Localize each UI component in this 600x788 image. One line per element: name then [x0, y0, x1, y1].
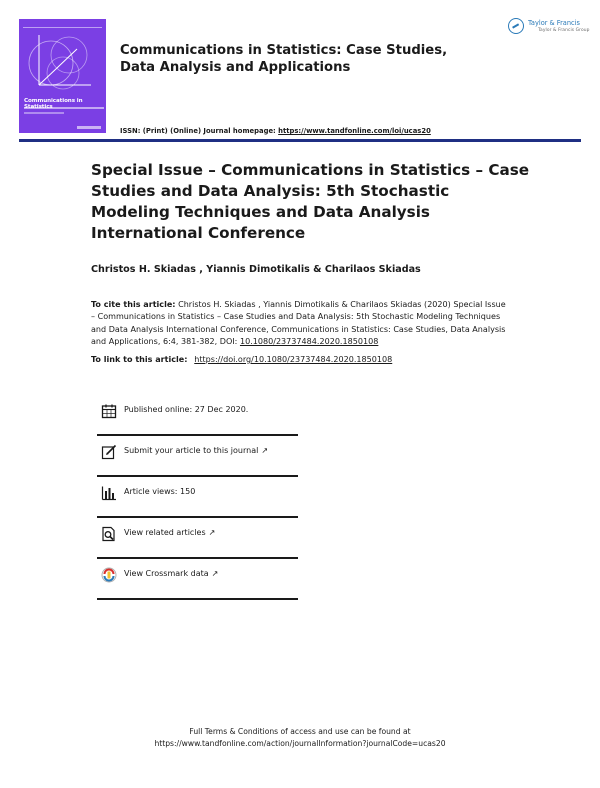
- article-link-block: [91, 355, 392, 364]
- crossmark-icon: [101, 567, 117, 583]
- external-link-icon: ↗: [208, 528, 216, 537]
- publisher-logo-icon: [508, 18, 524, 34]
- related-articles-row[interactable]: [97, 522, 298, 556]
- citation-block: [91, 299, 511, 348]
- footer-terms-link[interactable]: https://www.tandfonline.com/action/journalInformation?journalCode=ucas20: [154, 739, 446, 748]
- row-divider: [97, 434, 298, 436]
- row-divider: [97, 475, 298, 477]
- citation-text: Christos H. Skiadas , Yiannis Dimotikalis & Charilaos Skiadas (2020) Special Issue – Communications in Statistics – Case Studies and Data Analysis: 5th Stochastic Modeling Techniques and Data Analysis International Conference, Communications in Statistics: Case Studies, Data Analysis and Applications, 6:4, 381-382, DOI:: [91, 300, 506, 346]
- submit-article-link[interactable]: Submit your article to this journal ↗: [124, 446, 269, 455]
- external-link-icon: ↗: [211, 569, 219, 578]
- citation-doi-link[interactable]: 10.1080/23737484.2020.1850108: [239, 336, 379, 346]
- journal-cover-image: [19, 19, 106, 133]
- row-divider: [97, 557, 298, 559]
- cover-graphic: [19, 25, 106, 101]
- cover-subtitle-line: [24, 107, 104, 109]
- journal-homepage-link[interactable]: https://www.tandfonline.com/loi/ucas20: [278, 127, 431, 135]
- bar-chart-icon: [101, 485, 117, 501]
- footer-terms-text: Full Terms & Conditions of access and use can be found at: [189, 727, 411, 736]
- article-doi-link[interactable]: https://doi.org/10.1080/23737484.2020.1850108: [194, 355, 393, 364]
- crossmark-link[interactable]: View Crossmark data ↗: [124, 569, 219, 578]
- related-articles-icon: [101, 526, 117, 542]
- cover-publisher-mark: [77, 126, 101, 129]
- footer: [0, 726, 600, 750]
- submit-article-icon: [101, 444, 117, 460]
- issn-line: [120, 127, 431, 135]
- calendar-icon: [101, 403, 117, 419]
- row-divider: [97, 598, 298, 600]
- external-link-icon: ↗: [261, 446, 269, 455]
- citation-label: To cite this article:: [91, 300, 176, 309]
- row-divider: [97, 516, 298, 518]
- article-views-row: [97, 481, 298, 515]
- article-authors: Christos H. Skiadas , Yiannis Dimotikalis & Charilaos Skiadas: [91, 264, 421, 275]
- crossmark-row[interactable]: [97, 563, 298, 597]
- cover-title: Communications in: [24, 98, 83, 104]
- cover-subtitle-line: [24, 112, 64, 114]
- publisher-name: Taylor & Francis: [528, 19, 580, 27]
- publisher-logo[interactable]: [508, 18, 588, 38]
- submit-article-row[interactable]: [97, 440, 298, 474]
- link-label: To link to this article:: [91, 355, 191, 364]
- journal-title[interactable]: Communications in Statistics: Case Studies, Data Analysis and Applications: [120, 43, 448, 75]
- issn-label: ISSN: (Print) (Online) Journal homepage:: [120, 127, 279, 135]
- published-online-row: [97, 399, 298, 433]
- article-views-text: Article views: 150: [124, 487, 196, 496]
- published-online-text: Published online: 27 Dec 2020.: [124, 405, 249, 414]
- related-articles-link[interactable]: View related articles ↗: [124, 528, 216, 537]
- header-divider: [19, 139, 581, 142]
- publisher-tagline: Taylor & Francis Group: [538, 28, 590, 33]
- article-title: Special Issue – Communications in Statistics – Case Studies and Data Analysis: 5th Stochastic Modeling Techniques and Data Analysis International Conference: [91, 161, 530, 242]
